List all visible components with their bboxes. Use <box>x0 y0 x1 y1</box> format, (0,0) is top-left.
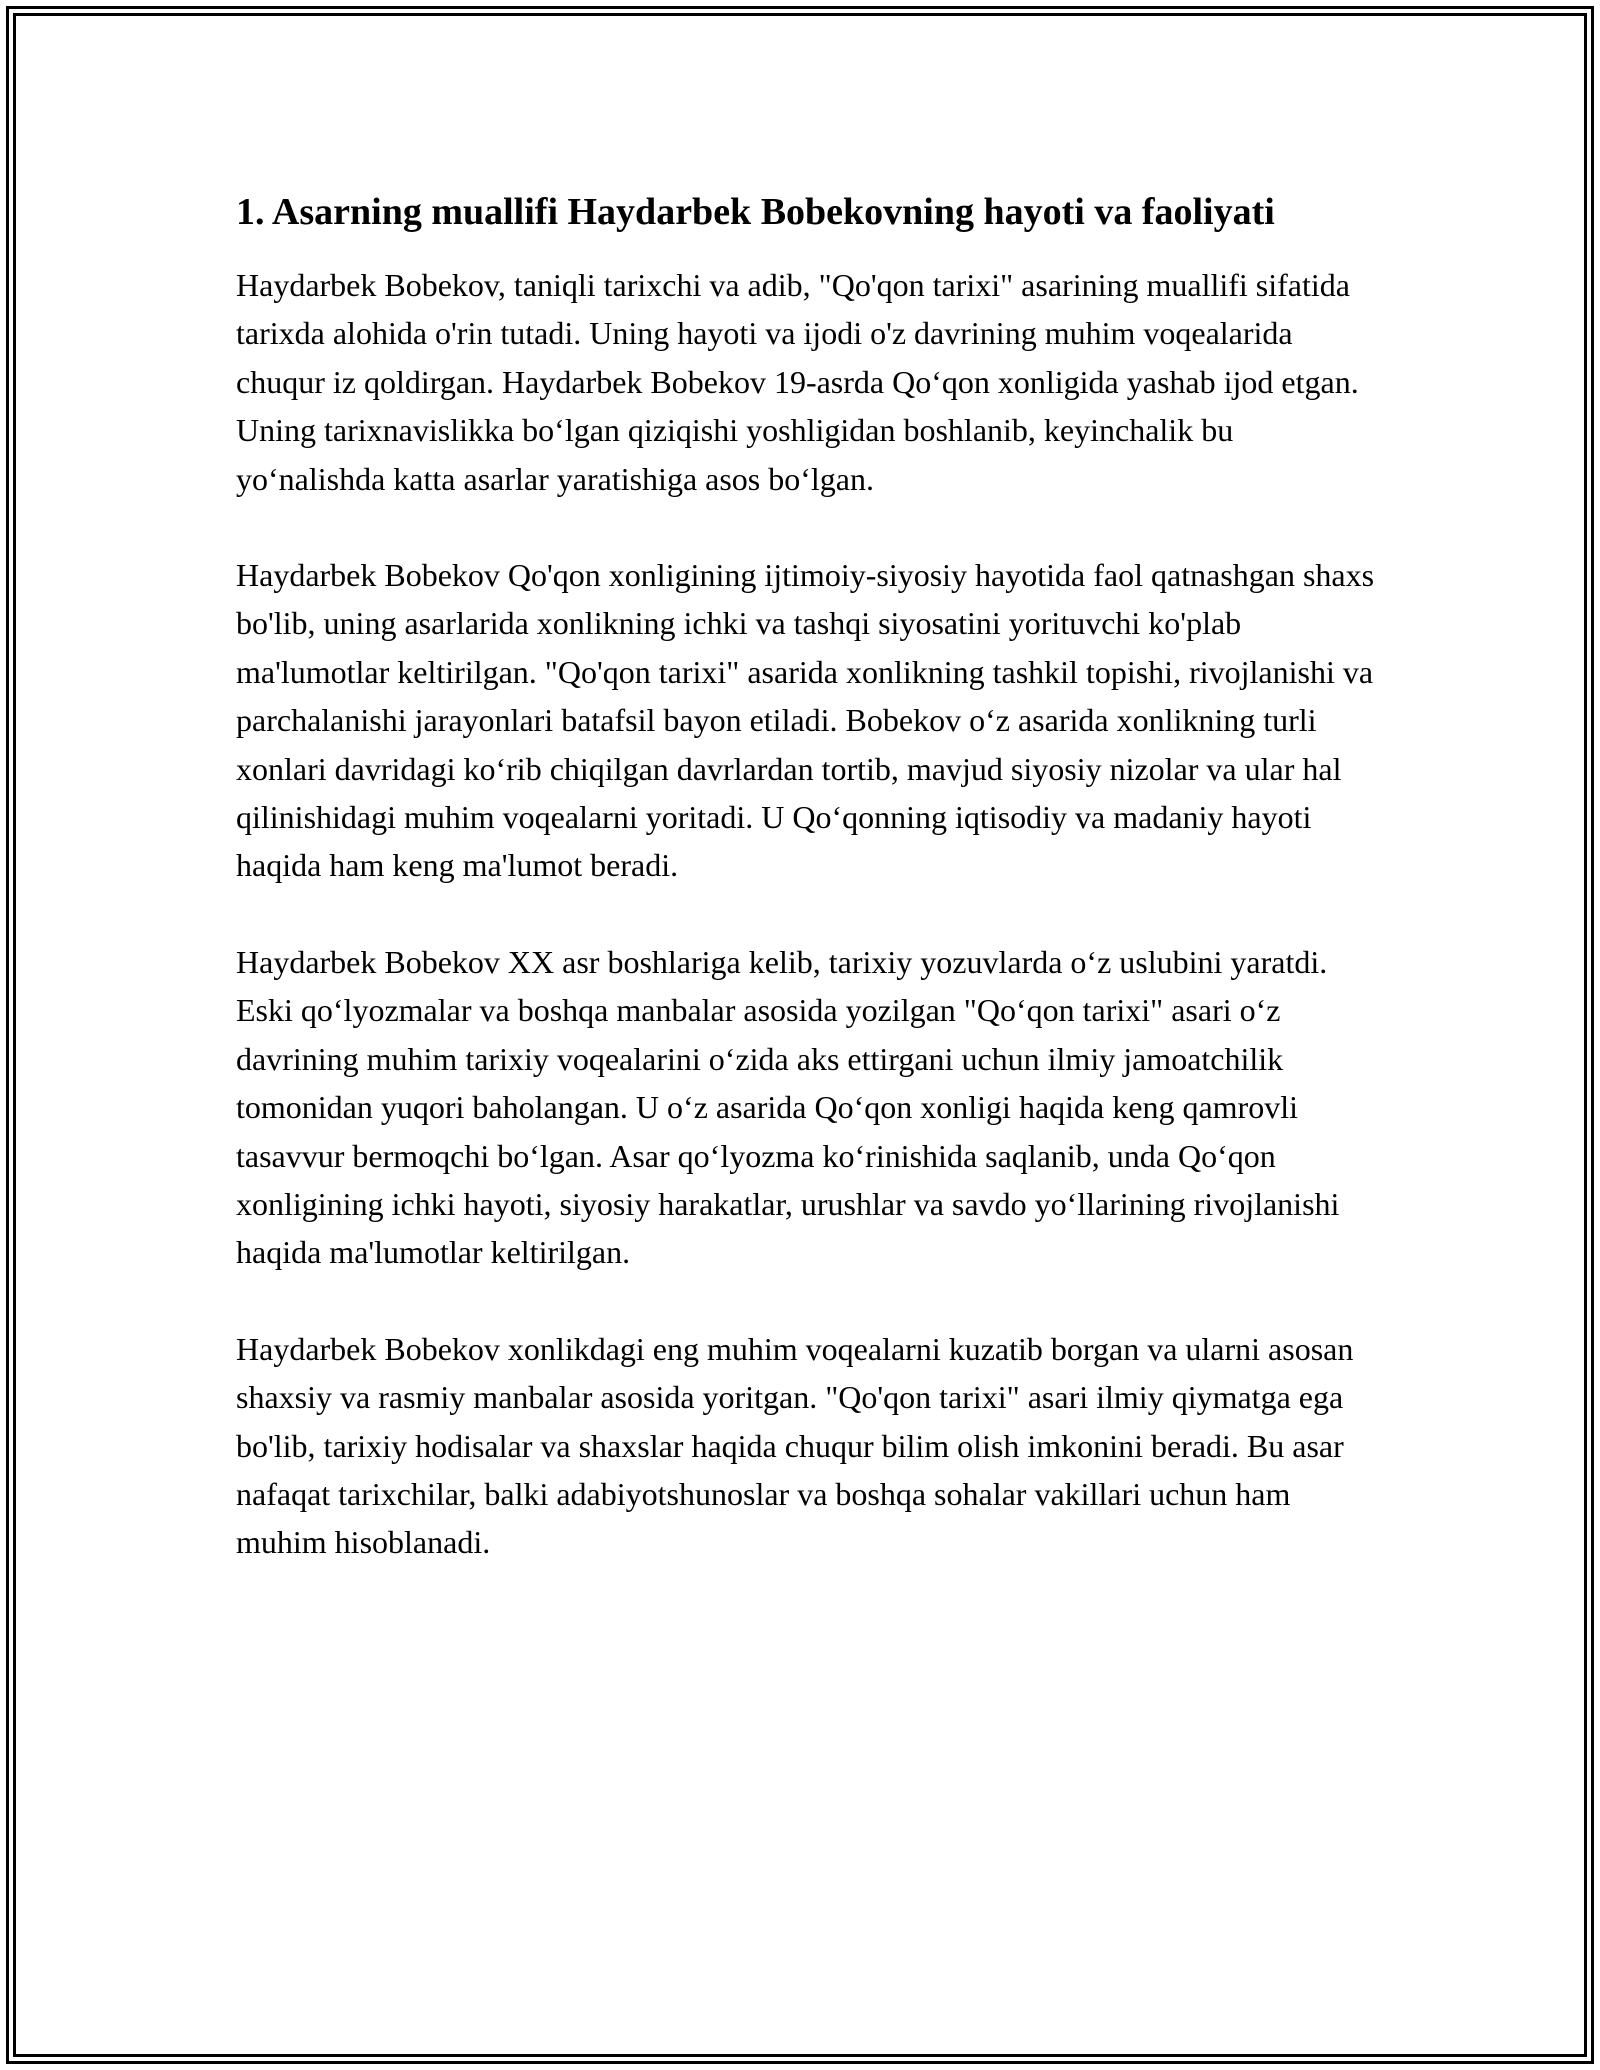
paragraph-scholarly-value: Haydarbek Bobekov xonlikdagi eng muhim voqealarni kuzatib borgan va ularni asosan shaxsiy va rasmiy manbalar asosida yoritgan. "Qo'qon tarixi" asari ilmiy qiymatga ega bo'lib, tarixiy hodisalar va shaxslar haqida chuqur bilim olish imkonini beradi. Bu asar nafaqat tarixchilar, balki adabiyotshunoslar va boshqa sohalar vakillari uchun ham muhim hisoblanadi. <box>236 1330 1354 1561</box>
paragraph-biography-intro: Haydarbek Bobekov, taniqli tarixchi va adib, "Qo'qon tarixi" asarining muallifi sifatida tarixda alohida o'rin tutadi. Uning hayoti va ijodi o'z davrining muhim voqealarida chuqur iz qoldirgan. Haydarbek Bobekov 19-asrda Qoʻqon xonligida yashab ijod etgan. Uning tarixnavislikka boʻlgan qiziqishi yoshligidan boshlanib, keyinchalik bu yoʻnalishda katta asarlar yaratishiga asos boʻlgan. <box>236 267 1359 497</box>
section-heading: 1. Asarning muallifi Haydarbek Bobekovning hayoti va faoliyati <box>236 191 1275 233</box>
paragraph-political-life: Haydarbek Bobekov Qo'qon xonligining ijtimoiy-siyosiy hayotida faol qatnashgan shaxs bo'lib, uning asarlarida xonlikning ichki va tashqi siyosatini yorituvchi ko'plab ma'lumotlar keltirilgan. "Qo'qon tarixi" asarida xonlikning tashkil topishi, rivojlanishi va parchalanishi jarayonlari batafsil bayon etiladi. Bobekov oʻz asarida xonlikning turli xonlari davridagi koʻrib chiqilgan davrlardan tortib, mavjud siyosiy nizolar va ular hal qilinishidagi muhim voqealarni yoritadi. U Qoʻqonning iqtisodiy va madaniy hayoti haqida ham keng ma'lumot beradi. <box>236 557 1375 884</box>
paragraph-writing-style: Haydarbek Bobekov XX asr boshlariga kelib, tarixiy yozuvlarda oʻz uslubini yaratdi. Eski qoʻlyozmalar va boshqa manbalar asosida yozilgan "Qoʻqon tarixi" asari oʻz davrining muhim tarixiy voqealarini oʻzida aks ettirgani uchun ilmiy jamoatchilik tomonidan yuqori baholangan. U oʻz asarida Qoʻqon xonligi haqida keng qamrovli tasavvur bermoqchi boʻlgan. Asar qoʻlyozma koʻrinishida saqlanib, unda Qoʻqon xonligining ichki hayoti, siyosiy harakatlar, urushlar va savdo yoʻllarining rivojlanishi haqida ma'lumotlar keltirilgan. <box>236 943 1340 1271</box>
document-body <box>236 185 1376 1615</box>
